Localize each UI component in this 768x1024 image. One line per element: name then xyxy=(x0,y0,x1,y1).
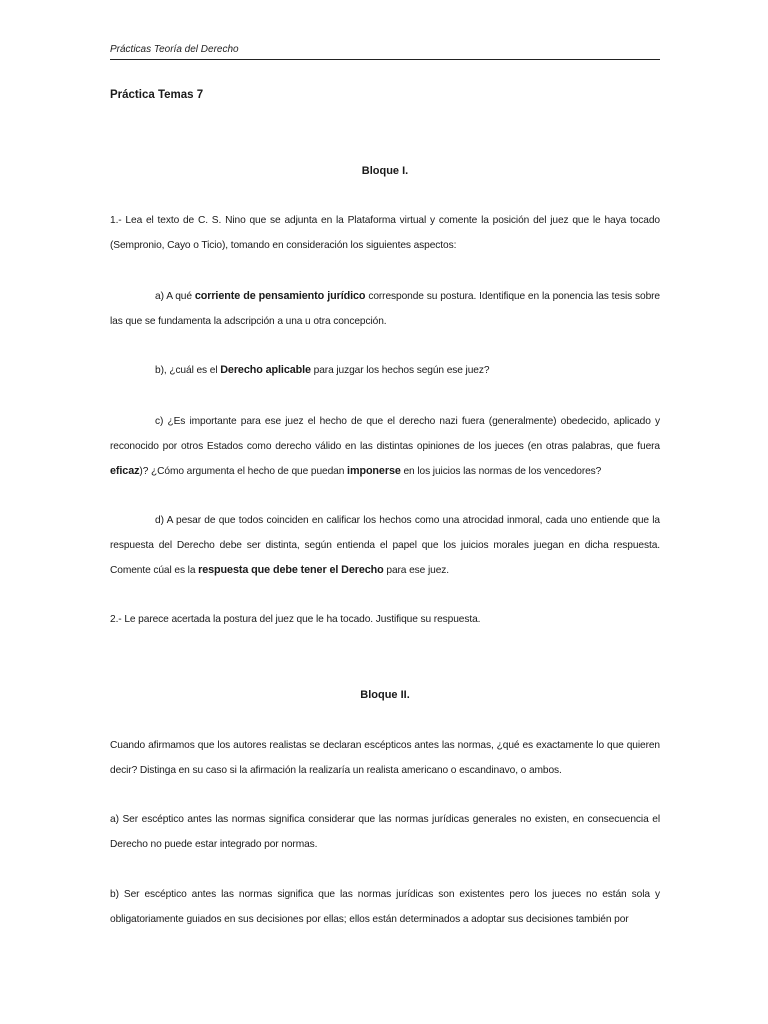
document-page xyxy=(110,0,660,1024)
option-b: b) Ser escéptico antes las normas significa que las normas jurídicas son existentes pero los jueces no están sola y obligatoriamente guiados en sus decisiones por ellas; ellos están determinados a adoptar sus decisiones también por xyxy=(110,889,660,925)
page-title: Práctica Temas 7 xyxy=(110,89,204,101)
running-header: Prácticas Teoría del Derecho xyxy=(110,44,660,60)
question-1c xyxy=(110,409,660,484)
keyword-eficaz: eficaz xyxy=(110,465,140,477)
option-a: a) Ser escéptico antes las normas significa considerar que las normas jurídicas generales no existen, en consecuencia el Derecho no puede estar integrado por normas. xyxy=(110,814,660,850)
question-1-intro: 1.- Lea el texto de C. S. Nino que se adjunta en la Plataforma virtual y comente la posición del juez que le haya tocado (Sempronio, Cayo o Ticio), tomando en consideración los siguientes aspectos: xyxy=(110,215,660,251)
bloque-2-intro: Cuando afirmamos que los autores realistas se declaran escépticos antes las normas, ¿qué es exactamente lo que quieren decir? Distinga en su caso si la afirmación la realizaría un realista americano o escandinavo, o ambos. xyxy=(110,740,660,776)
question-1a xyxy=(110,284,660,334)
question-1a-text: a) A qué xyxy=(155,291,195,302)
question-1d xyxy=(110,508,660,583)
bloque-1-heading: Bloque I. xyxy=(361,165,409,177)
keyword-derecho-aplicable: Derecho aplicable xyxy=(220,364,311,376)
question-1b-text-rest: para juzgar los hechos según ese juez? xyxy=(310,365,490,376)
question-1b-text: b), ¿cuál es el xyxy=(155,365,221,376)
keyword-respuesta: respuesta que debe tener el Derecho xyxy=(198,564,384,576)
keyword-imponerse: imponerse xyxy=(347,465,401,477)
question-1d-text: d) A pesar de que todos coinciden en calificar los hechos como una atrocidad inmoral, cada uno entiende que la respuesta del Derecho debe ser distinta, según entienda el papel que los juicios morales juegan en dicha respuesta. Comente cúal es la xyxy=(110,515,660,576)
question-1c-text-mid: )? ¿Cómo argumenta el hecho de que puedan xyxy=(139,466,348,477)
question-1c-text: c) ¿Es importante para ese juez el hecho de que el derecho nazi fuera (generalmente) obedecido, aplicado y reconocido por otros Estados como derecho válido en las distintas opiniones de los jueces (en otras palabras, que fuera xyxy=(110,416,660,452)
bloque-2-heading: Bloque II. xyxy=(360,689,410,701)
question-1c-text-rest: en los juicios las normas de los vencedores? xyxy=(400,466,602,477)
question-1d-text-rest: para ese juez. xyxy=(383,565,449,576)
question-1a-text-rest: corresponde su postura. Identifique en la ponencia las tesis sobre las que se fundamenta la adscripción a una u otra concepción. xyxy=(110,291,660,327)
keyword-corriente: corriente de pensamiento jurídico xyxy=(194,290,366,302)
question-1b xyxy=(110,358,660,383)
question-2: 2.- Le parece acertada la postura del juez que le ha tocado. Justifique su respuesta. xyxy=(110,614,481,625)
